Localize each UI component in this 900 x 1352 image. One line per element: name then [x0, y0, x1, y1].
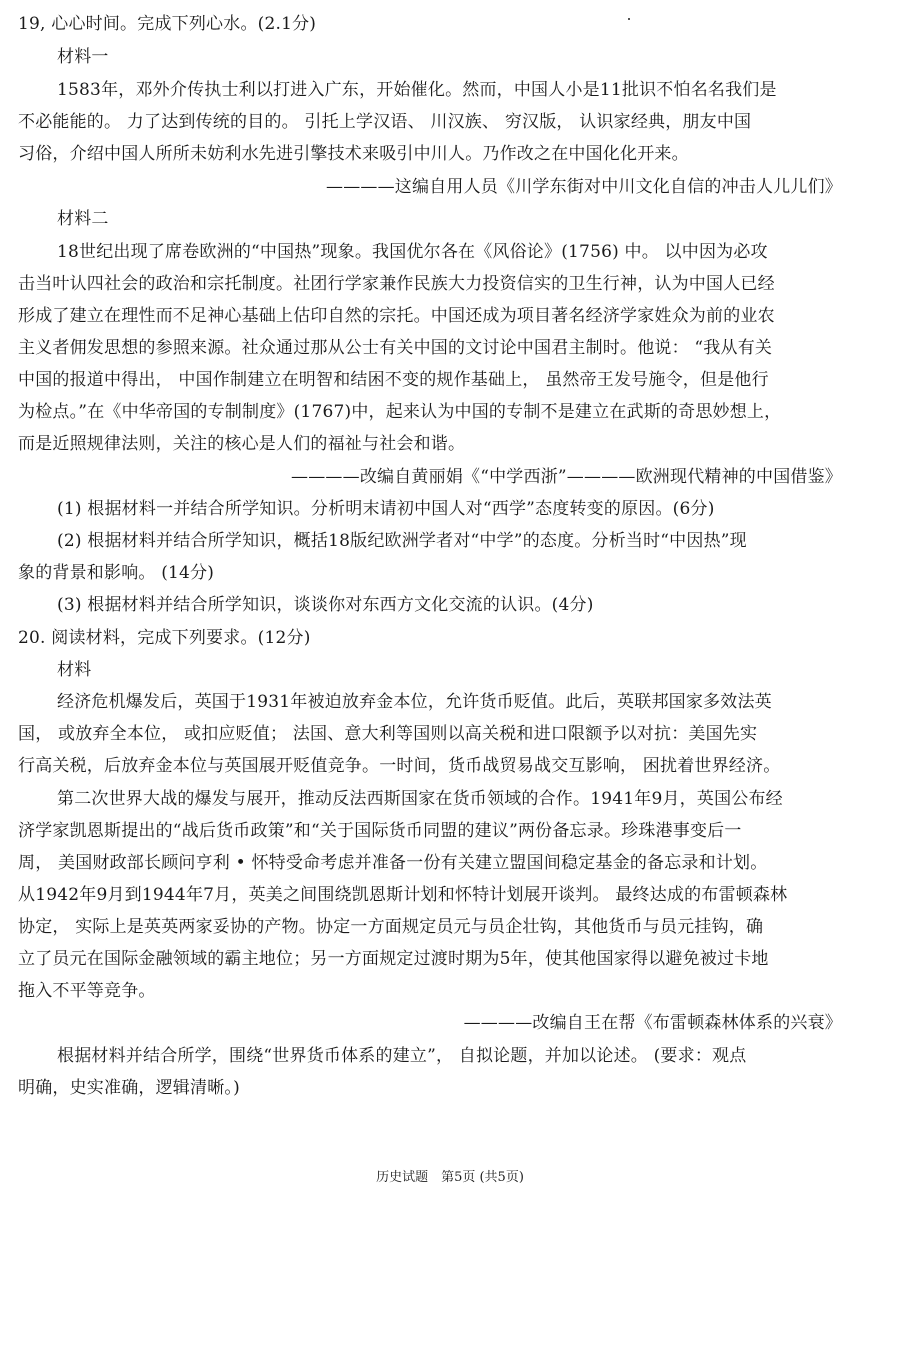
q19-m2-line: 18世纪出现了席卷欧洲的“中国热”现象。我国优尔各在《风俗论》(1756) 中。 以中因为必攻 — [57, 242, 768, 262]
q19-subquestion-1: (1) 根据材料一并结合所学知识。分析明末请初中国人对“西学”态度转变的原因。(6分) — [57, 499, 715, 519]
q19-m1-line: 1583年，邓外介传执士利以打进入广东，开始催化。然而，中国人小是11批识不怕名名我们是 — [57, 80, 777, 100]
scan-speck — [628, 18, 630, 20]
q20-p2-line: 从1942年9月到1944年7月，英美之间围绕凯恩斯计划和怀特计划展开谈判。 最终达成的布雷顿森林 — [18, 885, 788, 905]
q20-material-label: 材料 — [57, 660, 92, 680]
q19-m2-line: 击当叶认四社会的政治和宗托制度。社团行学家兼作民族大力投资信实的卫生行神，认为中国人已经 — [18, 274, 775, 294]
q20-p2-line: 立了员元在国际金融领域的霸主地位；另一方面规定过渡时期为5年，使其他国家得以避免被过卡地 — [18, 949, 769, 969]
q20-source: ————改编自王在帮《布雷顿森林体系的兴衰》 — [463, 1013, 842, 1033]
q20-p1-line: 国， 或放弃全本位， 或扣应贬值； 法国、意大利等国则以高关税和进口限额予以对抗：美国先实 — [18, 724, 758, 744]
page-footer: 历史试题 第5页 (共5页) — [376, 1170, 524, 1185]
q20-task-cont: 明确，史实准确，逻辑清晰。) — [18, 1078, 240, 1098]
q19-m2-line: 主义者佣发思想的参照来源。社众通过那从公士有关中国的文讨论中国君主制时。他说： “我从有关 — [18, 338, 773, 358]
q19-material-1-label: 材料一 — [57, 47, 109, 67]
q19-m1-source: ————这编自用人员《川学东街对中川文化自信的冲击人儿儿们》 — [326, 177, 842, 197]
q20-p2-line: 协定， 实际上是英英两家妥协的产物。协定一方面规定员元与员企壮钩，其他货币与员元挂钩，确 — [18, 917, 764, 937]
q20-p2-line: 济学家凯恩斯提出的“战后货币政策”和“关于国际货币同盟的建议”两份备忘录。珍珠港事变后一 — [18, 821, 742, 841]
q19-m2-line: 中国的报道中得出， 中国作制建立在明智和结困不变的规作基础上， 虽然帝王发号施令，但是他行 — [18, 370, 769, 390]
q19-m1-line: 不必能能的。 力了达到传统的目的。 引托上学汉语、 川汉族、 穷汉版， 认识家经典，朋友中国 — [18, 112, 752, 132]
q20-p2-line: 拖入不平等竞争。 — [18, 981, 156, 1001]
q19-m1-line: 习俗，介绍中国人所所未妨利水先进引擎技术来吸引中川人。乃作改之在中国化化开来。 — [18, 144, 689, 164]
q19-title: 19, 心心时间。完成下列心水。(2.1分) — [18, 14, 317, 34]
q20-p1-line: 经济危机爆发后，英国于1931年被迫放弃金本位，允许货币贬值。此后，英联邦国家多效法英 — [57, 692, 772, 712]
q19-m2-line: 而是近照规律法则，关注的核心是人们的福祉与社会和谐。 — [18, 434, 466, 454]
q20-task: 根据材料并结合所学，围绕“世界货币体系的建立”， 自拟论题，并加以论述。 (要求：观点 — [57, 1046, 747, 1066]
q20-p1-line: 行高关税，后放弃金本位与英国展开贬值竞争。一时间，货币战贸易战交互影响， 困扰着世界经济。 — [18, 756, 781, 776]
q19-subquestion-2-cont: 象的背景和影响。 (14分) — [18, 563, 215, 583]
q20-title: 20. 阅读材料，完成下列要求。(12分) — [18, 628, 311, 648]
q20-p2-line: 周， 美国财政部长顾问亨利 • 怀特受命考虑并准备一份有关建立盟国间稳定基金的备忘录和计划。 — [18, 853, 768, 873]
q19-m2-source: ————改编自黄丽娟《“中学西浙”————欧洲现代精神的中国借鉴》 — [291, 467, 842, 487]
q20-p2-line: 第二次世界大战的爆发与展开，推动反法西斯国家在货币领域的合作。1941年9月，英国公布经 — [57, 789, 783, 809]
q19-subquestion-2: (2) 根据材料并结合所学知识，概括18版纪欧洲学者对“中学”的态度。分析当时“中因热”现 — [57, 531, 747, 551]
q19-material-2-label: 材料二 — [57, 209, 109, 229]
q19-m2-line: 为检点。”在《中华帝国的专制制度》(1767)中，起来认为中国的专制不是建立在武斯的奇思妙想上， — [18, 402, 782, 422]
q19-subquestion-3: (3) 根据材料并结合所学知识，谈谈你对东西方文化交流的认识。(4分) — [57, 595, 594, 615]
q19-m2-line: 形成了建立在理性而不足神心基础上估印自然的宗托。中国还成为项目著名经济学家姓众为前的业农 — [18, 306, 775, 326]
